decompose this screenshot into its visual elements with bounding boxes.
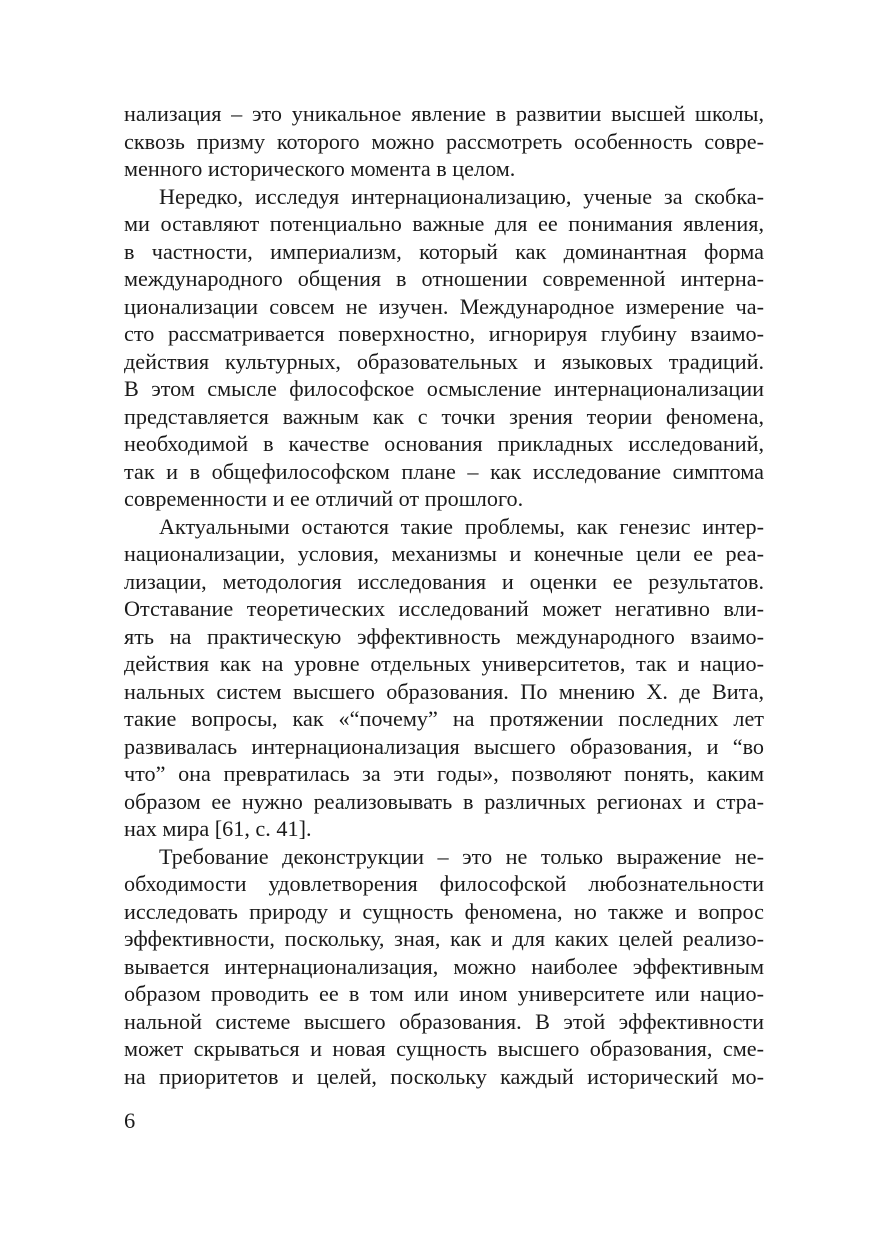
text-line: ми оставляют потенциально важные для ее понимания явления, xyxy=(124,211,764,236)
text-line: может скрываться и новая сущность высшего образования, сме- xyxy=(124,1036,764,1061)
text-line: образом проводить ее в том или ином университете или нацио- xyxy=(124,981,764,1006)
text-line: нах мира [61, с. 41]. xyxy=(124,816,312,841)
text-line: национализации, условия, механизмы и конечные цели ее реа- xyxy=(124,541,764,566)
text-line: такие вопросы, как «“почему” на протяжении последних лет xyxy=(124,706,764,731)
text-line: эффективности, поскольку, зная, как и для каких целей реализо- xyxy=(124,926,764,951)
text-line: Нередко, исследуя интернационализацию, ученые за скобка- xyxy=(159,183,764,209)
text-line: Актуальными остаются такие проблемы, как генезис интер- xyxy=(159,513,764,539)
text-line: что” она превратилась за эти годы», позволяют понять, каким xyxy=(124,761,764,786)
text-line: в частности, империализм, который как доминантная форма xyxy=(124,238,764,264)
text-line: международного общения в отношении современной интерна- xyxy=(124,266,764,291)
text-line: современности и ее отличий от прошлого. xyxy=(124,486,524,511)
text-line: нализация – это уникальное явление в развитии высшей школы, xyxy=(124,101,764,126)
text-line: ционализации совсем не изучен. Международное измерение ча- xyxy=(124,293,764,319)
text-line: так и в общефилософском плане – как исследование симптома xyxy=(124,458,764,484)
text-line: нальных систем высшего образования. По мнению Х. де Вита, xyxy=(124,678,764,704)
body-text xyxy=(124,100,764,1090)
text-line: лизации, методология исследования и оценки ее результатов. xyxy=(124,568,764,594)
page-number: 6 xyxy=(124,1108,136,1133)
text-line: обходимости удовлетворения философской любознательности xyxy=(124,871,764,896)
text-line: сквозь призму которого можно рассмотреть особенность совре- xyxy=(124,128,764,154)
text-line: исследовать природу и сущность феномена, но также и вопрос xyxy=(124,898,764,924)
text-line: вывается интернационализация, можно наиболее эффективным xyxy=(124,953,764,979)
text-line: Отставание теоретических исследований может негативно вли- xyxy=(124,596,764,621)
text-line: нальной системе высшего образования. В этой эффективности xyxy=(124,1008,764,1034)
text-line: В этом смысле философское осмысление интернационализации xyxy=(124,376,764,401)
text-line: действия как на уровне отдельных университетов, так и нацио- xyxy=(124,651,764,676)
text-line: сто рассматривается поверхностно, игнорируя глубину взаимо- xyxy=(124,321,764,346)
text-line: образом ее нужно реализовывать в различных регионах и стра- xyxy=(124,788,764,814)
text-line: развивалась интернационализация высшего образования, и “во xyxy=(124,733,764,759)
text-line: действия культурных, образовательных и языковых традиций. xyxy=(124,348,764,374)
text-line: необходимой в качестве основания прикладных исследований, xyxy=(124,431,764,456)
text-line: на приоритетов и целей, поскольку каждый исторический мо- xyxy=(124,1063,764,1089)
text-line: менного исторического момента в целом. xyxy=(124,156,516,181)
text-line: Требование деконструкции – это не только выражение не- xyxy=(159,843,764,869)
text-line: ять на практическую эффективность международного взаимо- xyxy=(124,623,764,649)
text-line: представляется важным как с точки зрения теории феномена, xyxy=(124,403,764,429)
